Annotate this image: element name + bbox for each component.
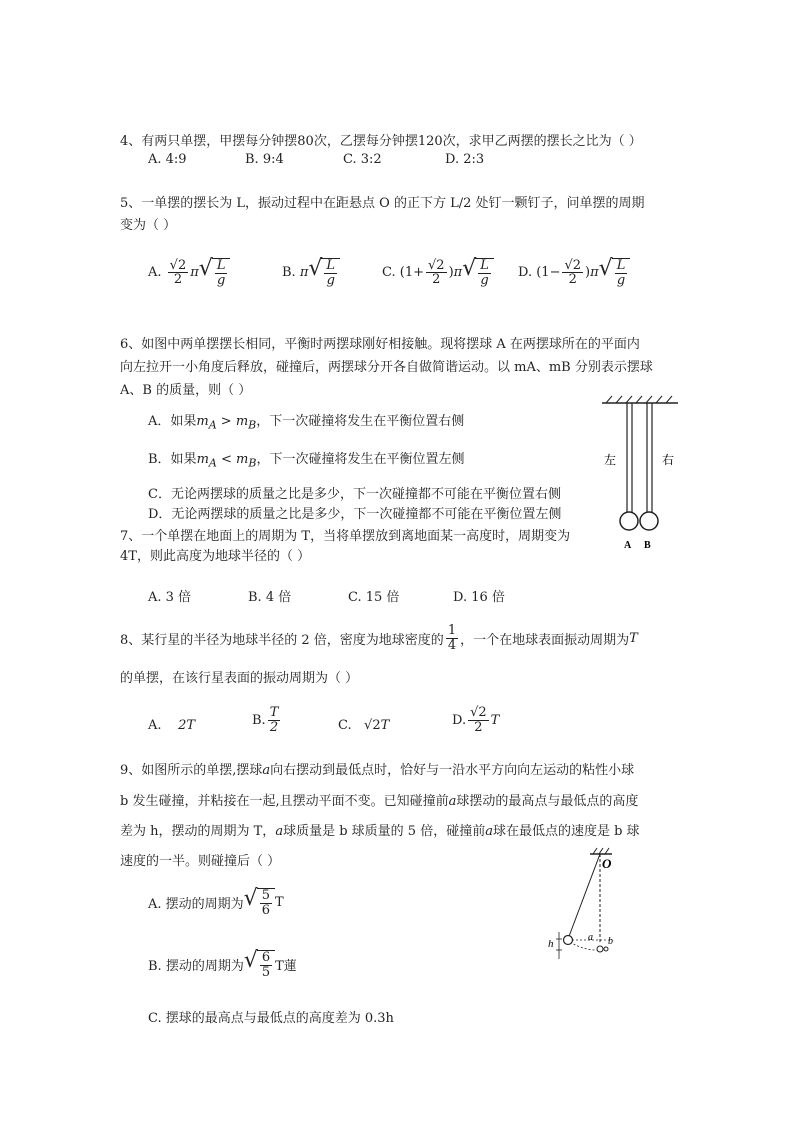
label-a: a xyxy=(588,932,593,943)
q8-option-b: B. $\frac{T}{2}$ xyxy=(252,705,279,735)
q7-stem-line2: 4T，则此高度为地球半径的（ ） xyxy=(120,549,311,564)
q5-option-d: D. (1− $\frac{√2}{2}$ )π √ $\frac{L}{g}$ xyxy=(518,258,630,287)
ball-a-raised xyxy=(564,936,573,945)
q5-option-b: B. π √ $\frac{L}{g}$ xyxy=(282,258,340,287)
ball-a-lowest xyxy=(597,946,603,952)
q4-stem: 4、有两只单摆，甲摆每分钟摆80次，乙摆每分钟摆120次，求甲乙两摆的摆长之比为（ ） xyxy=(120,134,642,149)
q6-stem-line1: 6、如图中两单摆摆长相同，平衡时两摆球刚好相接触。现将摆球 A 在两摆球所在的平面内 xyxy=(120,337,640,352)
q7-option-b: B. 4 倍 xyxy=(248,590,292,605)
label-ball-b: B xyxy=(644,540,651,551)
q4-option-d: D. 2:3 xyxy=(445,152,485,167)
two-pendulum-figure xyxy=(596,394,682,554)
q7-option-c: C. 15 倍 xyxy=(348,590,400,605)
ball-a xyxy=(620,512,638,530)
q5-stem-line1: 5、一单摆的摆长为 L，振动过程中在距悬点 O 的正下方 L/2 处钉一颗钉子，问单摆的周期 xyxy=(120,196,645,211)
q4-option-b: B. 9:4 xyxy=(245,152,284,167)
q5-option-a: A. $\frac{√2}{2}$ π √ $\frac{L}{g}$ xyxy=(148,258,230,287)
label-left: 左 xyxy=(604,453,617,467)
q5-option-c: C. (1+ $\frac{√2}{2}$ )π √ $\frac{L}{g}$ xyxy=(382,258,494,287)
label-ball-a: A xyxy=(624,540,632,551)
q9-option-c: C. 摆球的最高点与最低点的高度差为 0.3h xyxy=(148,1011,394,1026)
q8-option-a: A. 2T xyxy=(148,718,196,733)
q6-stem-line2: 向左拉开一小角度后释放，碰撞后，两摆球分开各自做简谐运动。以 mA、mB 分别表示摆球 xyxy=(120,360,653,375)
q6-option-c: C．无论两摆球的质量之比是多少，下一次碰撞都不可能在平衡位置右侧 xyxy=(148,487,561,502)
q4-option-a: A. 4:9 xyxy=(148,152,187,167)
ball-b xyxy=(640,512,658,530)
q9-stem-line1: 9、如图所示的单摆,摆球a向右摆动到最低点时，恰好与一沿水平方向向左运动的粘性小球 xyxy=(120,763,635,778)
pendulum-collision-figure xyxy=(540,846,635,964)
q7-stem-line1: 7、一个单摆在地面上的周期为 T，当将单摆放到离地面某一高度时，周期变为 xyxy=(120,529,571,544)
ball-b xyxy=(604,947,608,951)
q7-option-d: D. 16 倍 xyxy=(453,590,505,605)
q9-stem-line2: b 发生碰撞，并粘接在一起,且摆动平面不变。已知碰撞前a球摆动的最高点与最低点的高度 xyxy=(120,794,639,809)
label-b: b xyxy=(608,936,613,947)
q5-stem-line2: 变为（ ） xyxy=(120,218,177,233)
q9-stem-line3: 差为 h，摆动的周期为 T，a球质量是 b 球质量的 5 倍，碰撞前a球在最低点的速度是 b 球 xyxy=(120,824,640,839)
q8-option-d: D. $\frac{√2}{2}$ T xyxy=(452,705,500,735)
label-right: 右 xyxy=(662,453,675,467)
label-h: h xyxy=(548,938,554,950)
q8-stem-line1: 8、某行星的半径为地球半径的 2 倍，密度为地球密度的 $\frac{1}{4}$ ，一个在地球表面振动周期为 T xyxy=(120,623,638,653)
q7-option-a: A. 3 倍 xyxy=(148,590,192,605)
q6-stem-line3: A、B 的质量，则（ ） xyxy=(120,383,252,398)
q6-option-d: D．无论两摆球的质量之比是多少，下一次碰撞都不可能在平衡位置左侧 xyxy=(148,507,562,522)
q9-option-a: A. 摆动的周期为 √ $\frac{5}{6}$ T xyxy=(148,886,284,918)
q6-option-a: A．如果$m_A > m_B$，下一次碰撞将发生在平衡位置右侧 xyxy=(148,414,465,432)
label-o: O xyxy=(602,856,612,871)
q6-option-b: B．如果$m_A < m_B$，下一次碰撞将发生在平衡位置左侧 xyxy=(148,452,465,470)
q8-stem-line2: 的单摆，在该行星表面的振动周期为（ ） xyxy=(120,671,359,686)
q9-option-b: B. 摆动的周期为 √ $\frac{6}{5}$ T蓮 xyxy=(148,948,297,980)
q8-option-c: C. √2T xyxy=(338,718,390,733)
q9-stem-line4: 速度的一半。则碰撞后（ ） xyxy=(120,854,281,869)
q4-option-c: C. 3:2 xyxy=(343,152,382,167)
